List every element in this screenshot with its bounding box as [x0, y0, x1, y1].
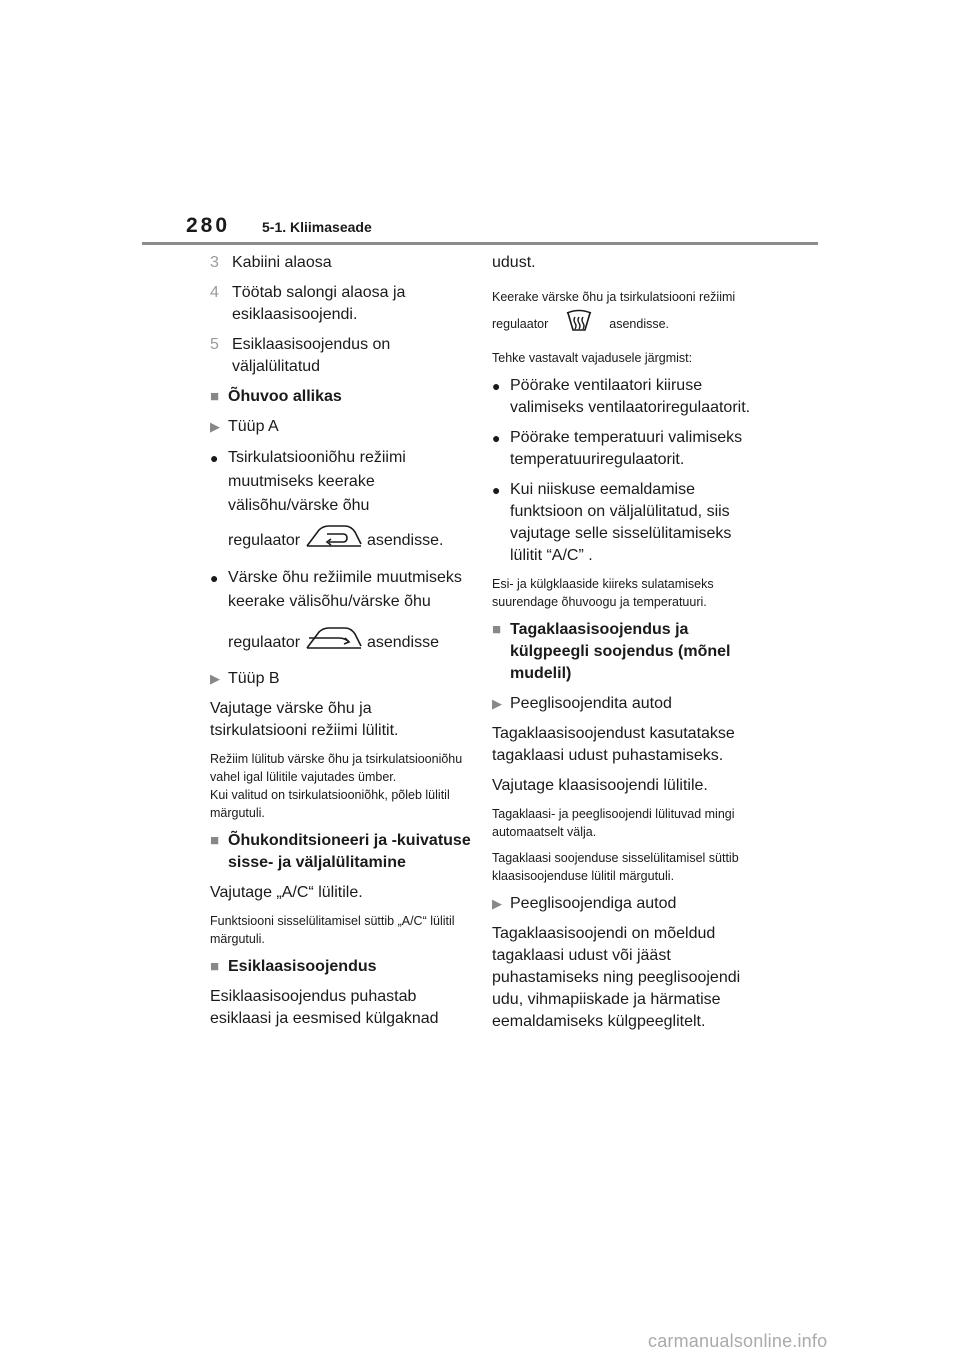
item-text: Töötab salongi alaosa ja esiklaasisoojendi.: [232, 284, 406, 323]
note-defrost-mode: Keerake värske õhu ja tsirkulatsiooni režiimi regulaator asendisse.: [492, 286, 760, 341]
item-number: 4: [210, 284, 219, 301]
triangle-bullet-icon: ▶: [492, 696, 502, 711]
square-bullet-icon: ■: [210, 388, 220, 405]
subheading-peeglisoojendita: ▶ Peeglisoojendita autod: [492, 693, 760, 715]
note: Funktsiooni sisselülitamisel süttib „A/C“ lülitil märgutuli.: [210, 914, 455, 946]
bullet-temperature: ● Pöörake temperatuuri valimiseks temperatuuriregulaatorit.: [492, 427, 760, 471]
section-title: 5-1. Kliimaseade: [262, 219, 372, 235]
item-text: Kabiini alaosa: [232, 254, 332, 271]
paragraph: Vajutage klaasisoojendi lülitile.: [492, 777, 708, 794]
right-column: [492, 252, 760, 1041]
heading-ohuvoo: ■ Õhuvoo allikas: [210, 386, 472, 408]
bullet-fan: ● Pöörake ventilaatori kiiruse valimiseks ventilaatoriregulaatorit.: [492, 375, 760, 419]
heading-tagaklaas: ■ Tagaklaasisoojendus ja külgpeegli soojendus (mõnel mudelil): [492, 619, 760, 685]
list-item: [210, 252, 472, 274]
note: Tehke vastavalt vajadusele järgmist:: [492, 351, 693, 365]
recirculation-icon: [305, 524, 363, 558]
note: Tagaklaasi- ja peeglisoojendi lülituvad mingi automaatselt välja.: [492, 807, 735, 839]
note: Esi- ja külgklaaside kiireks sulatamiseks suurendage õhuvoogu ja temperatuuri.: [492, 577, 714, 609]
list-item: [210, 334, 472, 378]
square-bullet-icon: ■: [492, 621, 502, 638]
dot-bullet-icon: ●: [210, 570, 219, 586]
left-column: [210, 252, 472, 1038]
subheading-tuup-b: ▶ Tüüp B: [210, 668, 472, 690]
note: Kui valitud on tsirkulatsiooniõhk, põleb lülitil märgutuli.: [210, 788, 450, 820]
dot-bullet-icon: ●: [492, 482, 501, 498]
paragraph: Tagaklaasisoojendust kasutatakse tagaklaasi udust puhastamiseks.: [492, 725, 735, 764]
subheading-peeglisoojendiga: ▶ Peeglisoojendiga autod: [492, 893, 760, 915]
heading-esiklaas: ■ Esiklaasisoojendus: [210, 956, 472, 978]
watermark: carmanualsonline.info: [648, 1331, 828, 1351]
paragraph: Tagaklaasisoojendi on mõeldud tagaklaasi udust või jääst puhastamiseks ning peeglisoojendi udu, vihmapiiskade ja härmatise eemaldamiseks külgpeeglitelt.: [492, 925, 741, 1030]
defroster-icon: [564, 308, 594, 341]
note: Režiim lülitub värske õhu ja tsirkulatsiooniõhu vahel igal lülitile vajutades ümber.: [210, 752, 463, 784]
square-bullet-icon: ■: [210, 832, 220, 849]
bullet-fresh-air: ● Värske õhu režiimile muutmiseks keerake välisõhu/värske õhu regulaator asendisse: [210, 566, 472, 660]
dot-bullet-icon: ●: [492, 378, 501, 394]
note: Tagaklaasi soojenduse sisselülitamisel süttib klaasisoojenduse lülitil märgutuli.: [492, 851, 739, 883]
paragraph: udust.: [492, 254, 536, 271]
fresh-air-icon: [305, 626, 363, 660]
header-rule: [142, 242, 818, 245]
triangle-bullet-icon: ▶: [210, 671, 220, 686]
item-number: 3: [210, 254, 219, 271]
heading-ac: ■ Õhukonditsioneeri ja -kuivatuse sisse- ja väljalülitamine: [210, 830, 472, 874]
bullet-recirculation: ● Tsirkulatsiooniõhu režiimi muutmiseks keerake välisõhu/värske õhu regulaator asendisse.: [210, 446, 472, 558]
dot-bullet-icon: ●: [492, 430, 501, 446]
item-number: 5: [210, 336, 219, 353]
page-number: 280: [186, 214, 231, 237]
paragraph: Esiklaasisoojendus puhastab esiklaasi ja eesmised külgaknad: [210, 988, 439, 1027]
list-item: [210, 282, 472, 326]
subheading-tuup-a: ▶ Tüüp A: [210, 416, 472, 438]
paragraph: Vajutage „A/C“ lülitile.: [210, 884, 363, 901]
square-bullet-icon: ■: [210, 958, 220, 975]
triangle-bullet-icon: ▶: [492, 896, 502, 911]
bullet-ac: ● Kui niiskuse eemaldamise funktsioon on väljalülitatud, siis vajutage selle sisselülitamiseks lülitit “A/C” .: [492, 479, 760, 567]
paragraph: Vajutage värske õhu ja tsirkulatsiooni režiimi lülitit.: [210, 700, 399, 739]
page-header: [0, 0, 960, 250]
dot-bullet-icon: ●: [210, 450, 219, 466]
item-text: Esiklaasisoojendus on väljalülitatud: [232, 336, 391, 375]
triangle-bullet-icon: ▶: [210, 419, 220, 434]
